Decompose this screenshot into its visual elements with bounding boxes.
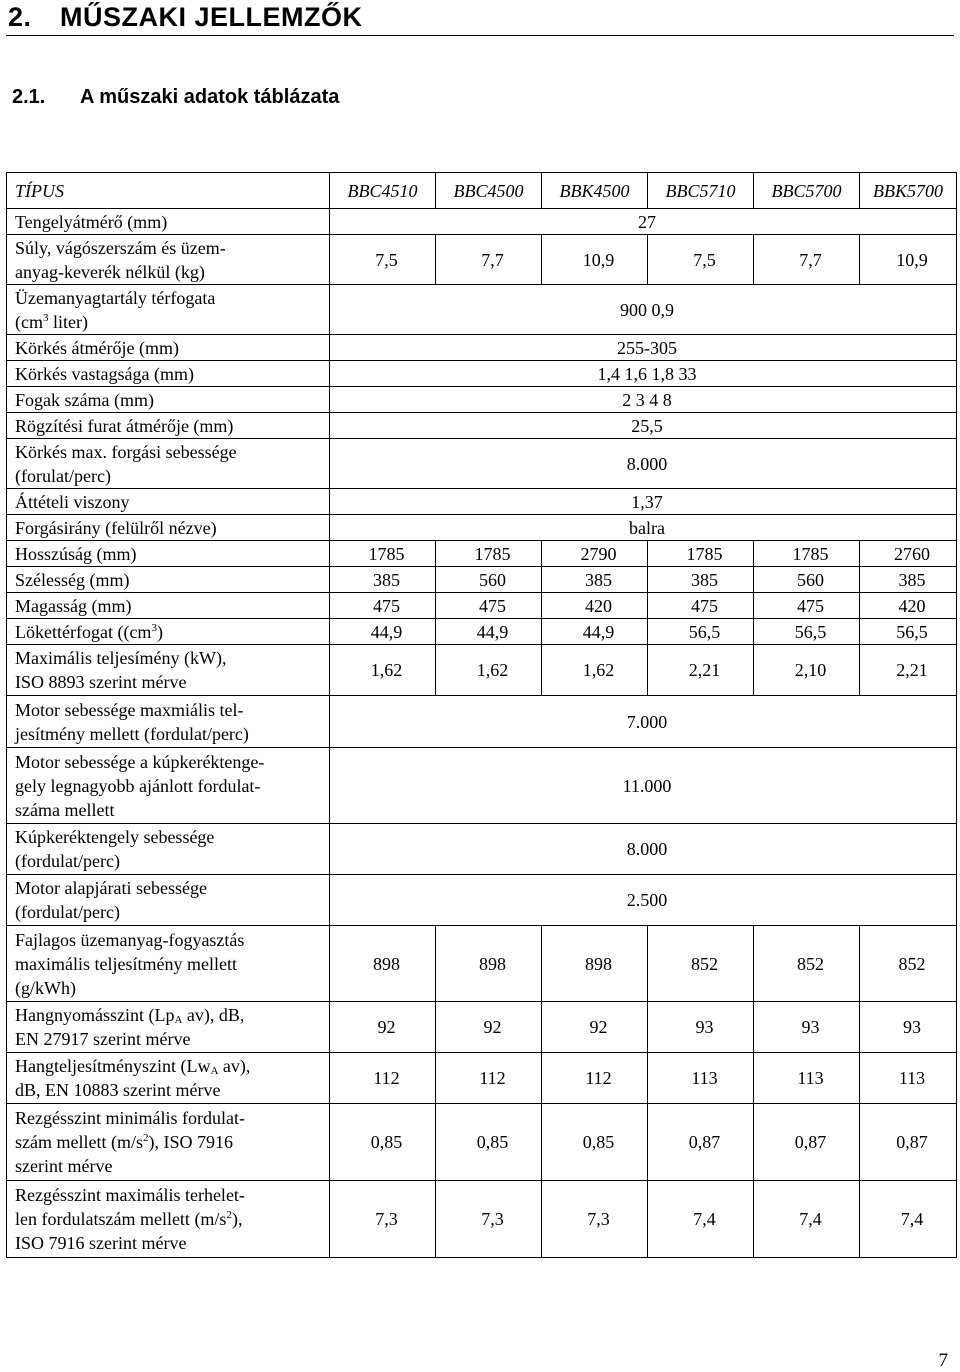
section-number: 2. xyxy=(8,2,32,32)
cell-value: 7,4 xyxy=(860,1181,957,1258)
row-label: Szélesség (mm) xyxy=(7,567,330,593)
section-heading xyxy=(8,2,363,33)
row-value: 2.500 xyxy=(330,875,957,926)
cell-value: 7,7 xyxy=(754,235,860,285)
cell-value: 1785 xyxy=(648,541,754,567)
row-value: 900 0,9 xyxy=(330,285,957,335)
table-row xyxy=(7,541,957,567)
row-label: Fajlagos üzemanyag-fogyasztás maximális teljesítmény mellett (g/kWh) xyxy=(7,926,330,1002)
cell-value: 852 xyxy=(860,926,957,1002)
cell-value: 93 xyxy=(754,1002,860,1053)
cell-value: 475 xyxy=(648,593,754,619)
row-value: 25,5 xyxy=(330,413,957,439)
row-value: 11.000 xyxy=(330,748,957,824)
table-row xyxy=(7,926,957,1002)
row-label: Motor alapjárati sebessége (fordulat/perc) xyxy=(7,875,330,926)
cell-value: 44,9 xyxy=(542,619,648,645)
cell-value: 92 xyxy=(436,1002,542,1053)
cell-value: 7,3 xyxy=(436,1181,542,1258)
cell-value: 113 xyxy=(860,1053,957,1104)
row-value: balra xyxy=(330,515,957,541)
row-label: Magasság (mm) xyxy=(7,593,330,619)
model-header: BBC5700 xyxy=(754,173,860,209)
model-header: BBC5710 xyxy=(648,173,754,209)
cell-value: 0,87 xyxy=(754,1104,860,1181)
table-row xyxy=(7,515,957,541)
cell-value: 44,9 xyxy=(436,619,542,645)
cell-value: 385 xyxy=(330,567,436,593)
cell-value: 475 xyxy=(436,593,542,619)
table-row xyxy=(7,489,957,515)
cell-value: 112 xyxy=(542,1053,648,1104)
subsection-title: A műszaki adatok táblázata xyxy=(80,86,340,108)
cell-value: 10,9 xyxy=(542,235,648,285)
row-label: Lökettérfogat ($(cm^3)$ xyxy=(7,619,330,645)
cell-value: 852 xyxy=(648,926,754,1002)
cell-value: 898 xyxy=(542,926,648,1002)
cell-value: 560 xyxy=(754,567,860,593)
row-label: Tengelyátmérő (mm) xyxy=(7,209,330,235)
cell-value: 0,85 xyxy=(542,1104,648,1181)
model-header: BBC4500 xyxy=(436,173,542,209)
model-header: BBK4500 xyxy=(542,173,648,209)
cell-value: 898 xyxy=(330,926,436,1002)
cell-value: 2,10 xyxy=(754,645,860,696)
row-value: 27 xyxy=(330,209,957,235)
table-row xyxy=(7,1002,957,1053)
row-label: Motor sebessége maxmiális tel- jesítmény mellett (fordulat/perc) xyxy=(7,696,330,748)
cell-value: 112 xyxy=(330,1053,436,1104)
cell-value: 1785 xyxy=(754,541,860,567)
row-label: Üzemanyagtartály térfogata ($cm^3$ liter) xyxy=(7,285,330,335)
cell-value: 1,62 xyxy=(542,645,648,696)
row-label: Hangnyomásszint ($Lp_A$ av), dB, EN 27917 szerint mérve xyxy=(7,1002,330,1053)
row-label: Rezgésszint maximális terhelet- len fordulatszám mellett $(m/s^2)$, ISO 7916 szerint mérve xyxy=(7,1181,330,1258)
cell-value: 7,4 xyxy=(754,1181,860,1258)
row-label: Körkés átmérője (mm) xyxy=(7,335,330,361)
cell-value: 56,5 xyxy=(860,619,957,645)
cell-value: 113 xyxy=(754,1053,860,1104)
row-label: Motor sebessége a kúpkeréktenge- gely legnagyobb ajánlott fordulat- száma mellett xyxy=(7,748,330,824)
cell-value: 420 xyxy=(860,593,957,619)
model-header: BBC4510 xyxy=(330,173,436,209)
table-row xyxy=(7,748,957,824)
table-header-row xyxy=(7,173,957,209)
table-row xyxy=(7,619,957,645)
cell-value: 44,9 xyxy=(330,619,436,645)
row-label: Maximális teljesímény (kW), ISO 8893 szerint mérve xyxy=(7,645,330,696)
row-value: 8.000 xyxy=(330,439,957,489)
model-header: BBK5700 xyxy=(860,173,957,209)
cell-value: 475 xyxy=(754,593,860,619)
table-row xyxy=(7,1181,957,1258)
table-row xyxy=(7,361,957,387)
table-row xyxy=(7,824,957,875)
type-header: TÍPUS xyxy=(7,173,330,209)
subsection-heading xyxy=(12,86,339,109)
cell-value: 1785 xyxy=(330,541,436,567)
row-value: 1,4 1,6 1,8 33 xyxy=(330,361,957,387)
cell-value: 10,9 xyxy=(860,235,957,285)
table-row xyxy=(7,567,957,593)
cell-value: 2,21 xyxy=(648,645,754,696)
cell-value: 385 xyxy=(860,567,957,593)
table-row xyxy=(7,696,957,748)
cell-value: 898 xyxy=(436,926,542,1002)
row-label: Súly, vágószerszám és üzem- anyag-keverék nélkül (kg) xyxy=(7,235,330,285)
row-value: 7.000 xyxy=(330,696,957,748)
cell-value: 852 xyxy=(754,926,860,1002)
page-number: 7 xyxy=(938,1350,948,1371)
table-row xyxy=(7,439,957,489)
cell-value: 93 xyxy=(648,1002,754,1053)
table-row xyxy=(7,209,957,235)
row-value: 255-305 xyxy=(330,335,957,361)
cell-value: 7,5 xyxy=(648,235,754,285)
cell-value: 7,4 xyxy=(648,1181,754,1258)
table-row xyxy=(7,235,957,285)
cell-value: 56,5 xyxy=(648,619,754,645)
table-row xyxy=(7,1053,957,1104)
cell-value: 0,87 xyxy=(648,1104,754,1181)
cell-value: 2,21 xyxy=(860,645,957,696)
cell-value: 0,85 xyxy=(330,1104,436,1181)
cell-value: 0,85 xyxy=(436,1104,542,1181)
cell-value: 385 xyxy=(648,567,754,593)
cell-value: 7,3 xyxy=(542,1181,648,1258)
table-row xyxy=(7,285,957,335)
row-value: 8.000 xyxy=(330,824,957,875)
row-label: Rezgésszint minimális fordulat- szám mellett $(m/s^2)$, ISO 7916 szerint mérve xyxy=(7,1104,330,1181)
cell-value: 112 xyxy=(436,1053,542,1104)
row-label: Hosszúság (mm) xyxy=(7,541,330,567)
cell-value: 560 xyxy=(436,567,542,593)
cell-value: 7,7 xyxy=(436,235,542,285)
subsection-number: 2.1. xyxy=(12,86,46,108)
table-row xyxy=(7,387,957,413)
table-row xyxy=(7,875,957,926)
cell-value: 1,62 xyxy=(330,645,436,696)
cell-value: 93 xyxy=(860,1002,957,1053)
table-row xyxy=(7,1104,957,1181)
cell-value: 385 xyxy=(542,567,648,593)
spec-table xyxy=(6,172,957,1258)
cell-value: 475 xyxy=(330,593,436,619)
cell-value: 420 xyxy=(542,593,648,619)
table-row xyxy=(7,645,957,696)
table-row xyxy=(7,335,957,361)
row-label: Fogak száma (mm) xyxy=(7,387,330,413)
heading-rule xyxy=(6,35,954,36)
row-label: Körkés vastagsága (mm) xyxy=(7,361,330,387)
cell-value: 56,5 xyxy=(754,619,860,645)
row-value: 1,37 xyxy=(330,489,957,515)
row-value: 2 3 4 8 xyxy=(330,387,957,413)
row-label: Áttételi viszony xyxy=(7,489,330,515)
row-label: Körkés max. forgási sebessége (forulat/perc) xyxy=(7,439,330,489)
cell-value: 7,5 xyxy=(330,235,436,285)
cell-value: 2790 xyxy=(542,541,648,567)
row-label: Kúpkeréktengely sebessége (fordulat/perc) xyxy=(7,824,330,875)
section-title: MŰSZAKI JELLEMZŐK xyxy=(60,2,363,32)
table-row xyxy=(7,413,957,439)
cell-value: 2760 xyxy=(860,541,957,567)
row-label: Forgásirány (felülről nézve) xyxy=(7,515,330,541)
row-label: Hangteljesítményszint ($Lw_A$ av), dB, EN 10883 szerint mérve xyxy=(7,1053,330,1104)
row-label: Rögzítési furat átmérője (mm) xyxy=(7,413,330,439)
cell-value: 113 xyxy=(648,1053,754,1104)
cell-value: 1785 xyxy=(436,541,542,567)
cell-value: 92 xyxy=(542,1002,648,1053)
cell-value: 1,62 xyxy=(436,645,542,696)
cell-value: 0,87 xyxy=(860,1104,957,1181)
cell-value: 7,3 xyxy=(330,1181,436,1258)
table-row xyxy=(7,593,957,619)
cell-value: 92 xyxy=(330,1002,436,1053)
